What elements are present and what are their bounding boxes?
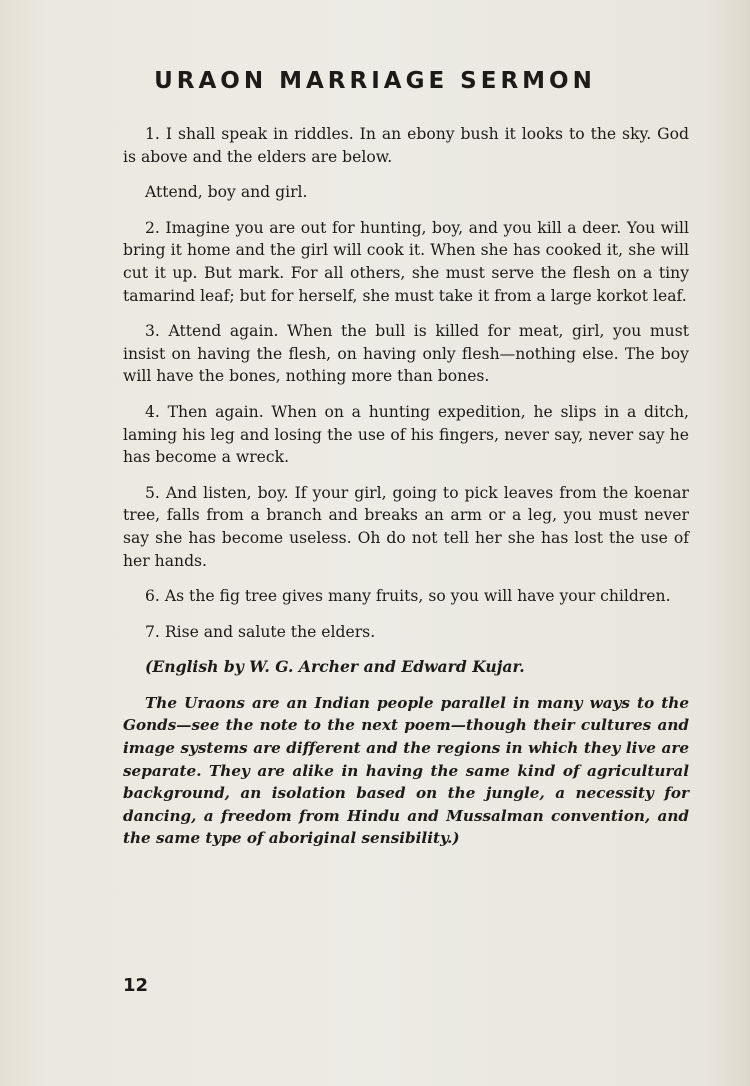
- poem-body: [123, 123, 689, 863]
- translation-credit: (English by W. G. Archer and Edward Kujar.: [145, 657, 525, 677]
- page-number: 12: [123, 975, 149, 996]
- editorial-note: The Uraons are an Indian people parallel in many ways to the Gonds—see the note to the next poem—though their cultures and image systems are different and the regions in which they live are separate. They are alike in having the same kind of agricultural background, an isolation based on the jungle, a necessity for dancing, a freedom from Hindu and Mussalman convention, and the same type of aboriginal sensibility.): [123, 693, 689, 848]
- page-title: URAON MARRIAGE SERMON: [154, 68, 596, 94]
- verse-5: 5. And listen, boy. If your girl, going to pick leaves from the koenar tree, falls from a branch and breaks an arm or a leg, you must never say she has become useless. Oh do not tell her she has lost the use of her hands.: [123, 483, 689, 570]
- verse-7: 7. Rise and salute the elders.: [145, 622, 376, 641]
- verse-6: 6. As the fig tree gives many fruits, so you will have your children.: [145, 587, 671, 606]
- verse-1-refrain: Attend, boy and girl.: [145, 183, 308, 202]
- verse-1: 1. I shall speak in riddles. In an ebony bush it looks to the sky. God is above and the elders are below.: [123, 125, 689, 166]
- verse-3: 3. Attend again. When the bull is killed for meat, girl, you must insist on having the flesh, on having only flesh—nothing else. The boy will have the bones, nothing more than bones.: [123, 322, 689, 386]
- verse-4: 4. Then again. When on a hunting expedition, he slips in a ditch, laming his leg and losing the use of his fingers, never say, never say he has become a wreck.: [123, 402, 689, 467]
- verse-2: 2. Imagine you are out for hunting, boy, and you kill a deer. You will bring it home and the girl will cook it. When she has cooked it, she will cut it up. But mark. For all others, she must serve the flesh on a tiny tamarind leaf; but for herself, she must take it from a large korkot leaf.: [123, 218, 689, 305]
